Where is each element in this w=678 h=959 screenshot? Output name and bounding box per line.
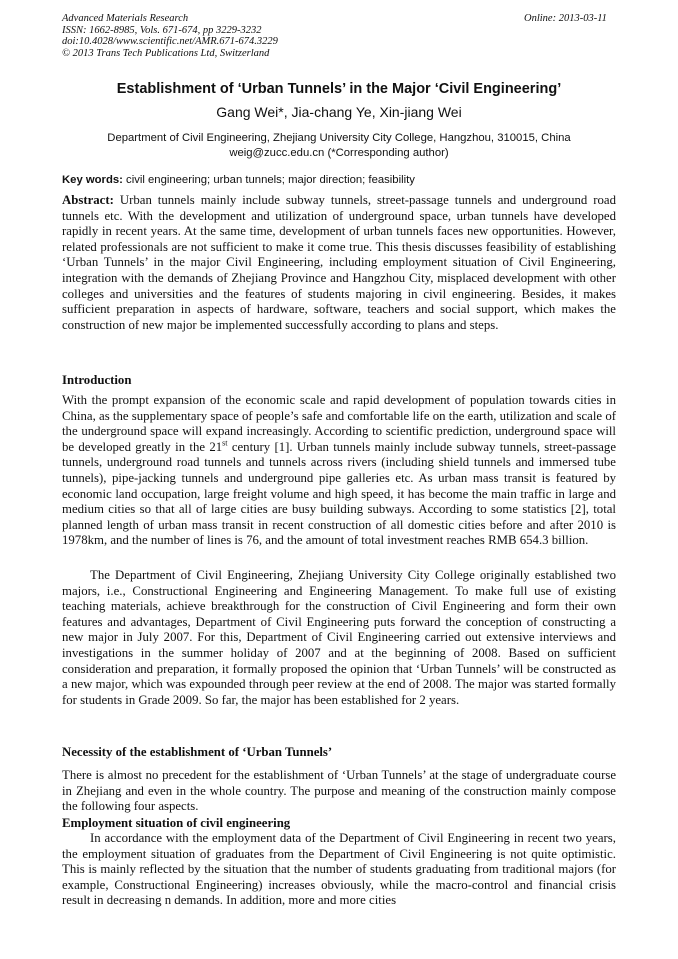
abstract-text: Urban tunnels mainly include subway tunnels, street-passage tunnels and underground road tunnels etc. With the development and utilization of underground space, urban tunnels have developed rapidly in recent years. At the same time, development of urban tunnels faces new opportunities. However, related professionals are not sufficient to make it come true. This thesis discusses feasibility of establishing ‘Urban Tunnels’ in the major Civil Engineering, including employment situation of Civil Engineering, integration with the demands of Zhejiang Province and Hangzhou City, misplaced development with other colleges and universities and the features of students majoring in civil engineering. Besides, it makes sufficient preparation in aspects of hardware, software, teachers and social support, which makes the construction of new major be implemented successfully according to plans and steps. [62,193,616,332]
subsection-heading-employment: Employment situation of civil engineering [62,816,291,830]
section-heading-necessity: Necessity of the establishment of ‘Urban Tunnels’ [62,745,333,759]
keywords-line [62,174,616,186]
issn-line: ISSN: 1662-8985, Vols. 671-674, pp 3229-3232 [62,24,262,36]
paper-title: Establishment of ‘Urban Tunnels’ in the Major ‘Civil Engineering’ [116,81,562,97]
keywords-text: civil engineering; urban tunnels; major direction; feasibility [126,174,415,186]
online-date: Online: 2013-03-11 [524,13,607,24]
affiliation-block [62,131,616,161]
doi-line: doi:10.4028/www.scientific.net/AMR.671-674.3229 [62,36,278,48]
abstract-label: Abstract: [62,193,114,207]
journal-name: Advanced Materials Research [62,13,189,24]
introduction-paragraph-1 [62,393,616,549]
journal-header [62,13,278,59]
intro-p1-superscript: st [222,438,228,448]
corresponding-email: weig@zucc.edu.cn (*Corresponding author) [229,147,449,159]
keywords-label: Key words: [62,174,123,186]
introduction-paragraph-2: The Department of Civil Engineering, Zhejiang University City College originally established two majors, i.e., Constructional Engineering and Engineering Management. To make full use of existing teaching materials, achieve breakthrough for the construction of Civil Engineering and form their own features and advantages, Department of Civil Engineering puts forward the conception of constructing a new major in July 2007. For this, Department of Civil Engineering carried out extensive interviews and investigations in the summer holiday of 2007 and at the beginning of 2008. Based on sufficient consideration and preparation, it formally proposed the opinion that ‘Urban Tunnels’ will be constructed as a new major, which was expounded through peer review at the end of 2008. The major was started formally for students in Grade 2009. So far, the major has been established for 2 years. [62,568,616,707]
affiliation: Department of Civil Engineering, Zhejiang University City College, Hangzhou, 310015, China [107,132,571,144]
abstract [62,193,616,333]
necessity-paragraph-1: There is almost no precedent for the establishment of ‘Urban Tunnels’ at the stage of undergraduate course in Zhejiang and even in the whole country. The purpose and meaning of the construction mainly compose the following four aspects. [62,768,616,814]
section-heading-introduction: Introduction [62,373,132,387]
copyright-line: © 2013 Trans Tech Publications Ltd, Switzerland [62,47,270,59]
intro-p1-part-a: With the prompt expansion of the economic scale and rapid development of population towards cities in China, as the supplementary space of people’s safe and comfortable life on the earth, utilization and scale of the underground space will expand increasingly. According to scientific prediction, underground space will be developed greatly in the 21 [62,393,616,454]
employment-paragraph-1: In accordance with the employment data of the Department of Civil Engineering in recent two years, the employment situation of graduates from the Department of Civil Engineering is not quite optimistic. This is mainly reflected by the situation that the number of students graduating from traditional majors (for example, Constructional Engineering) increases obviously, while the macro-control and financial crisis result in decreasing n demands. In addition, more and more cities [62,831,616,908]
intro-p1-part-b: century [1]. Urban tunnels mainly include subway tunnels, street-passage tunnels, underground road tunnels and tunnels across rivers (including shield tunnels and immersed tube tunnels), pipe-jacking tunnels and underground pipe galleries etc. As urban mass transit is featured by economic land occupation, large freight volume and high speed, it has become the main traffic in large and medium cities so that all of large cities are busy building subways. According to some statistics [2], total planned length of urban mass transit in recent construction of all domestic cities before and after 2010 is 1978km, and the number of lines is 76, and the amount of total investment reaches RMB 654.3 billion. [62,439,616,548]
paper-authors: Gang Wei*, Jia-chang Ye, Xin-jiang Wei [216,104,462,120]
